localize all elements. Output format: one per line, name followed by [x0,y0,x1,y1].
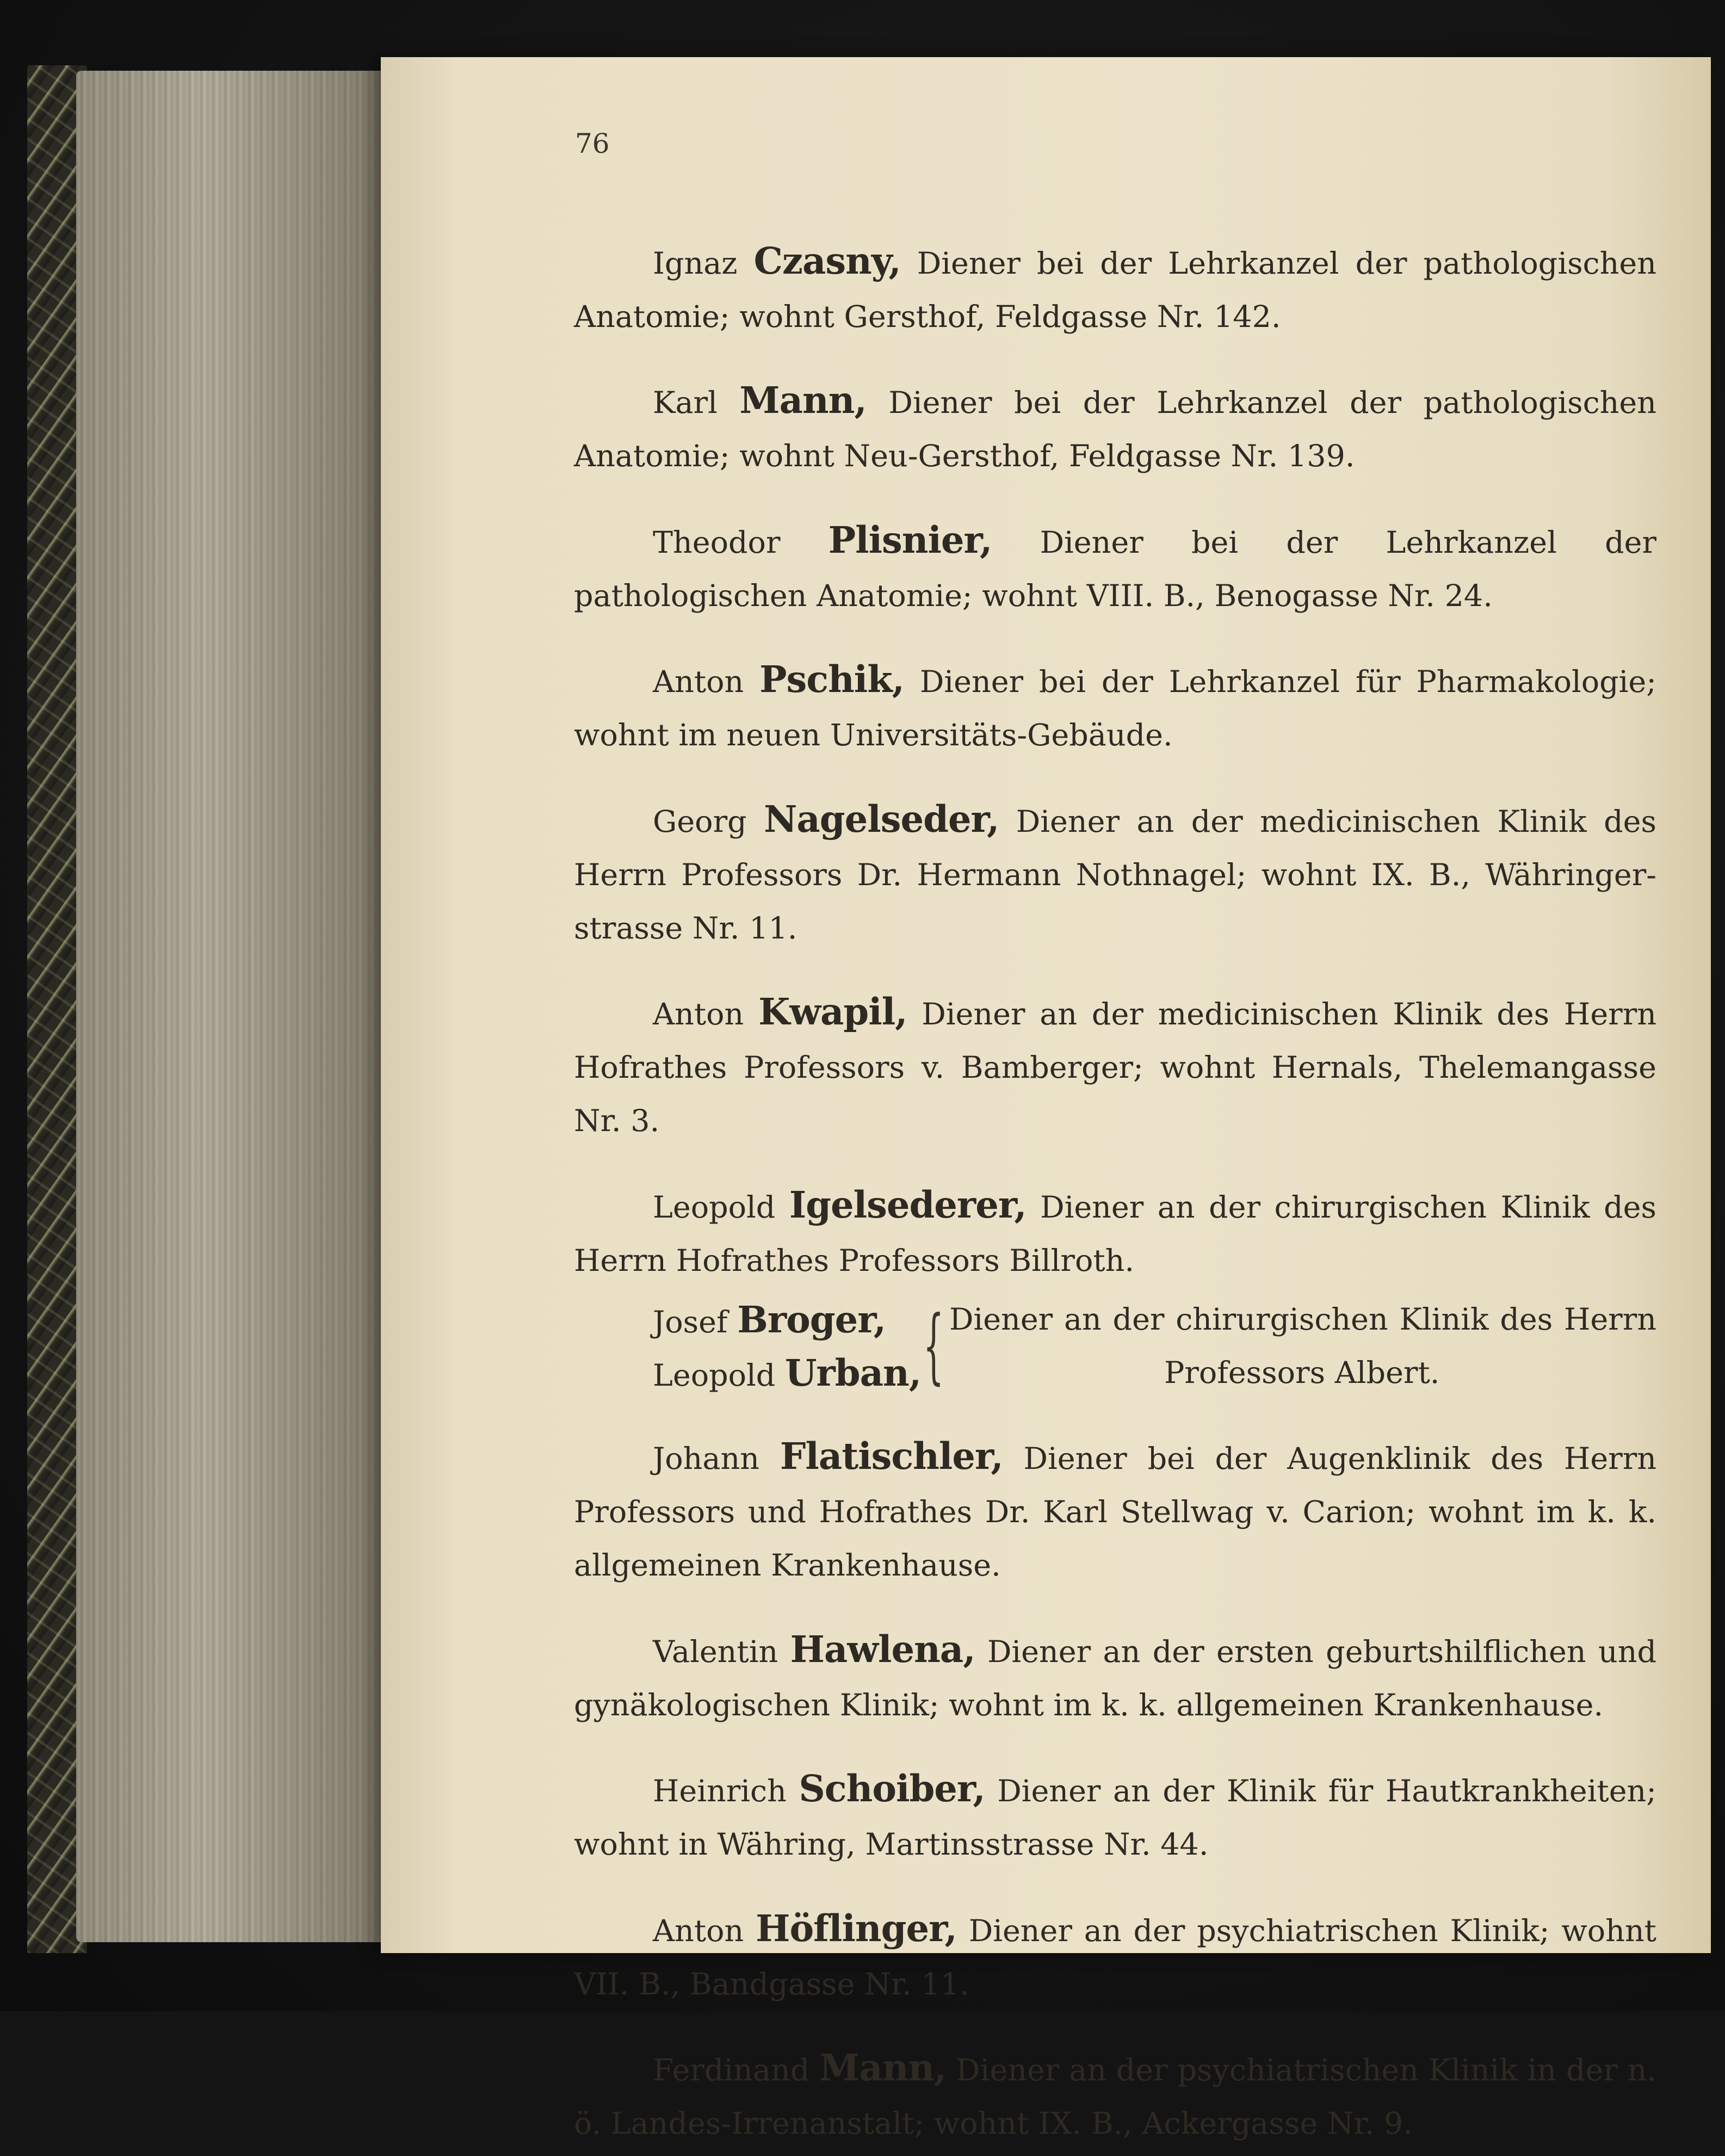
entry-surname: Hawlena, [790,1627,975,1671]
entry-description: Diener bei der Lehrkanzel für Pharmakologie; wohnt im neuen Universitäts-Gebäude. [574,664,1656,753]
page-number: 76 [575,128,610,159]
entry-first-name: Karl [653,385,718,421]
joint-person [653,1346,921,1403]
entry-first-name: Anton [653,997,744,1032]
entry-first-name: Ferdinand [653,2053,810,2088]
entry-surname: Pschik, [759,658,904,701]
entry-first-name: Anton [653,1913,744,1949]
entry-surname: Höflinger, [756,1906,957,1950]
entry-surname: Kwapil, [758,990,907,1033]
entry-first-name: Leopold [653,1357,776,1393]
page-edges [76,71,392,1942]
entry-surname: Urban, [785,1351,922,1394]
entry-first-name: Johann [653,1441,759,1477]
joint-entry [574,1293,1656,1400]
entry-first-name: Theodor [653,524,781,560]
entry-surname: Broger, [737,1298,886,1341]
entry-description: Diener an der psychiatrischen Klinik in der n. ö. Landes-Irrenanstalt; wohnt IX. B., Ackergasse Nr. 9. [574,2053,1656,2141]
entry-first-name: Valentin [653,1634,778,1670]
joint-person [653,1293,886,1349]
list-item [574,985,1656,1148]
list-item [574,2041,1656,2151]
entry-first-name: Leopold [653,1189,776,1225]
entry-first-name: Josef [653,1304,728,1340]
list-item [574,514,1656,623]
entry-description: Diener an der ersten geburtshilflichen und gynäkologischen Klinik; wohnt im k. k. allgemeinen Krankenhause. [574,1634,1656,1723]
entry-description: Diener an der medicinischen Klinik des Herrn Professors Dr. Hermann Nothnagel; wohnt IX. B., Währinger-strasse Nr. 11. [574,804,1656,946]
joint-description-line-1: Diener an der chirurgischen Klinik des Herrn [949,1301,1656,1337]
entry-first-name: Georg [653,804,747,839]
entry-first-name: Anton [653,664,744,700]
entry-surname: Czasny, [753,239,901,282]
entry-surname: Plisnier, [828,518,992,561]
entry-description: Diener an der medicinischen Klinik des Herrn Hofrathes Professors v. Bamberger; wohnt Hernals, Thelemangasse Nr. 3. [574,997,1656,1139]
list-item [574,1623,1656,1732]
joint-description-line-2: Professors Albert. [1164,1355,1440,1391]
entry-description: Diener an der chirurgischen Klinik des Herrn Hofrathes Professors Billroth. [574,1189,1656,1278]
list-item [574,1430,1656,1592]
entry-surname: Nagelseder, [764,797,999,841]
list-item [574,1178,1656,1288]
brace-glyph: { [923,1298,944,1393]
list-item [574,374,1656,483]
entry-description: Diener bei der Lehrkanzel der pathologischen Anatomie; wohnt Neu-Gersthof, Feldgasse Nr. 139. [574,385,1656,474]
entry-first-name: Ignaz [653,245,738,281]
entry-description: Diener bei der Lehrkanzel der pathologischen Anatomie; wohnt Gersthof, Feldgasse Nr. 142. [574,245,1656,335]
entry-description: Diener an der psychiatrischen Klinik; wohnt VII. B., Bandgasse Nr. 11. [574,1913,1656,2002]
entry-surname: Mann, [819,2046,947,2089]
directory-listing [574,204,1656,2156]
list-item [574,1902,1656,2011]
list-item [574,1762,1656,1871]
entry-description: Diener bei der Lehrkanzel der pathologischen Anatomie; wohnt VIII. B., Benogasse Nr. 24. [574,524,1656,614]
entry-surname: Schoiber, [799,1767,985,1810]
list-item [574,653,1656,762]
entry-surname: Igelsederer, [789,1183,1027,1226]
list-item [574,793,1656,955]
entry-description: Diener bei der Augenklinik des Herrn Professors und Hofrathes Dr. Karl Stellwag v. Carion; wohnt im k. k. allgemeinen Krankenhause. [574,1441,1656,1583]
entry-surname: Flatischler, [780,1435,1003,1478]
entry-surname: Mann, [739,379,867,422]
entry-description: Diener an der Klinik für Hautkrankheiten; wohnt in Währing, Martinsstrasse Nr. 44. [574,1774,1656,1862]
entry-first-name: Heinrich [653,1774,787,1809]
book-page [381,57,1711,2141]
list-item [574,234,1656,344]
